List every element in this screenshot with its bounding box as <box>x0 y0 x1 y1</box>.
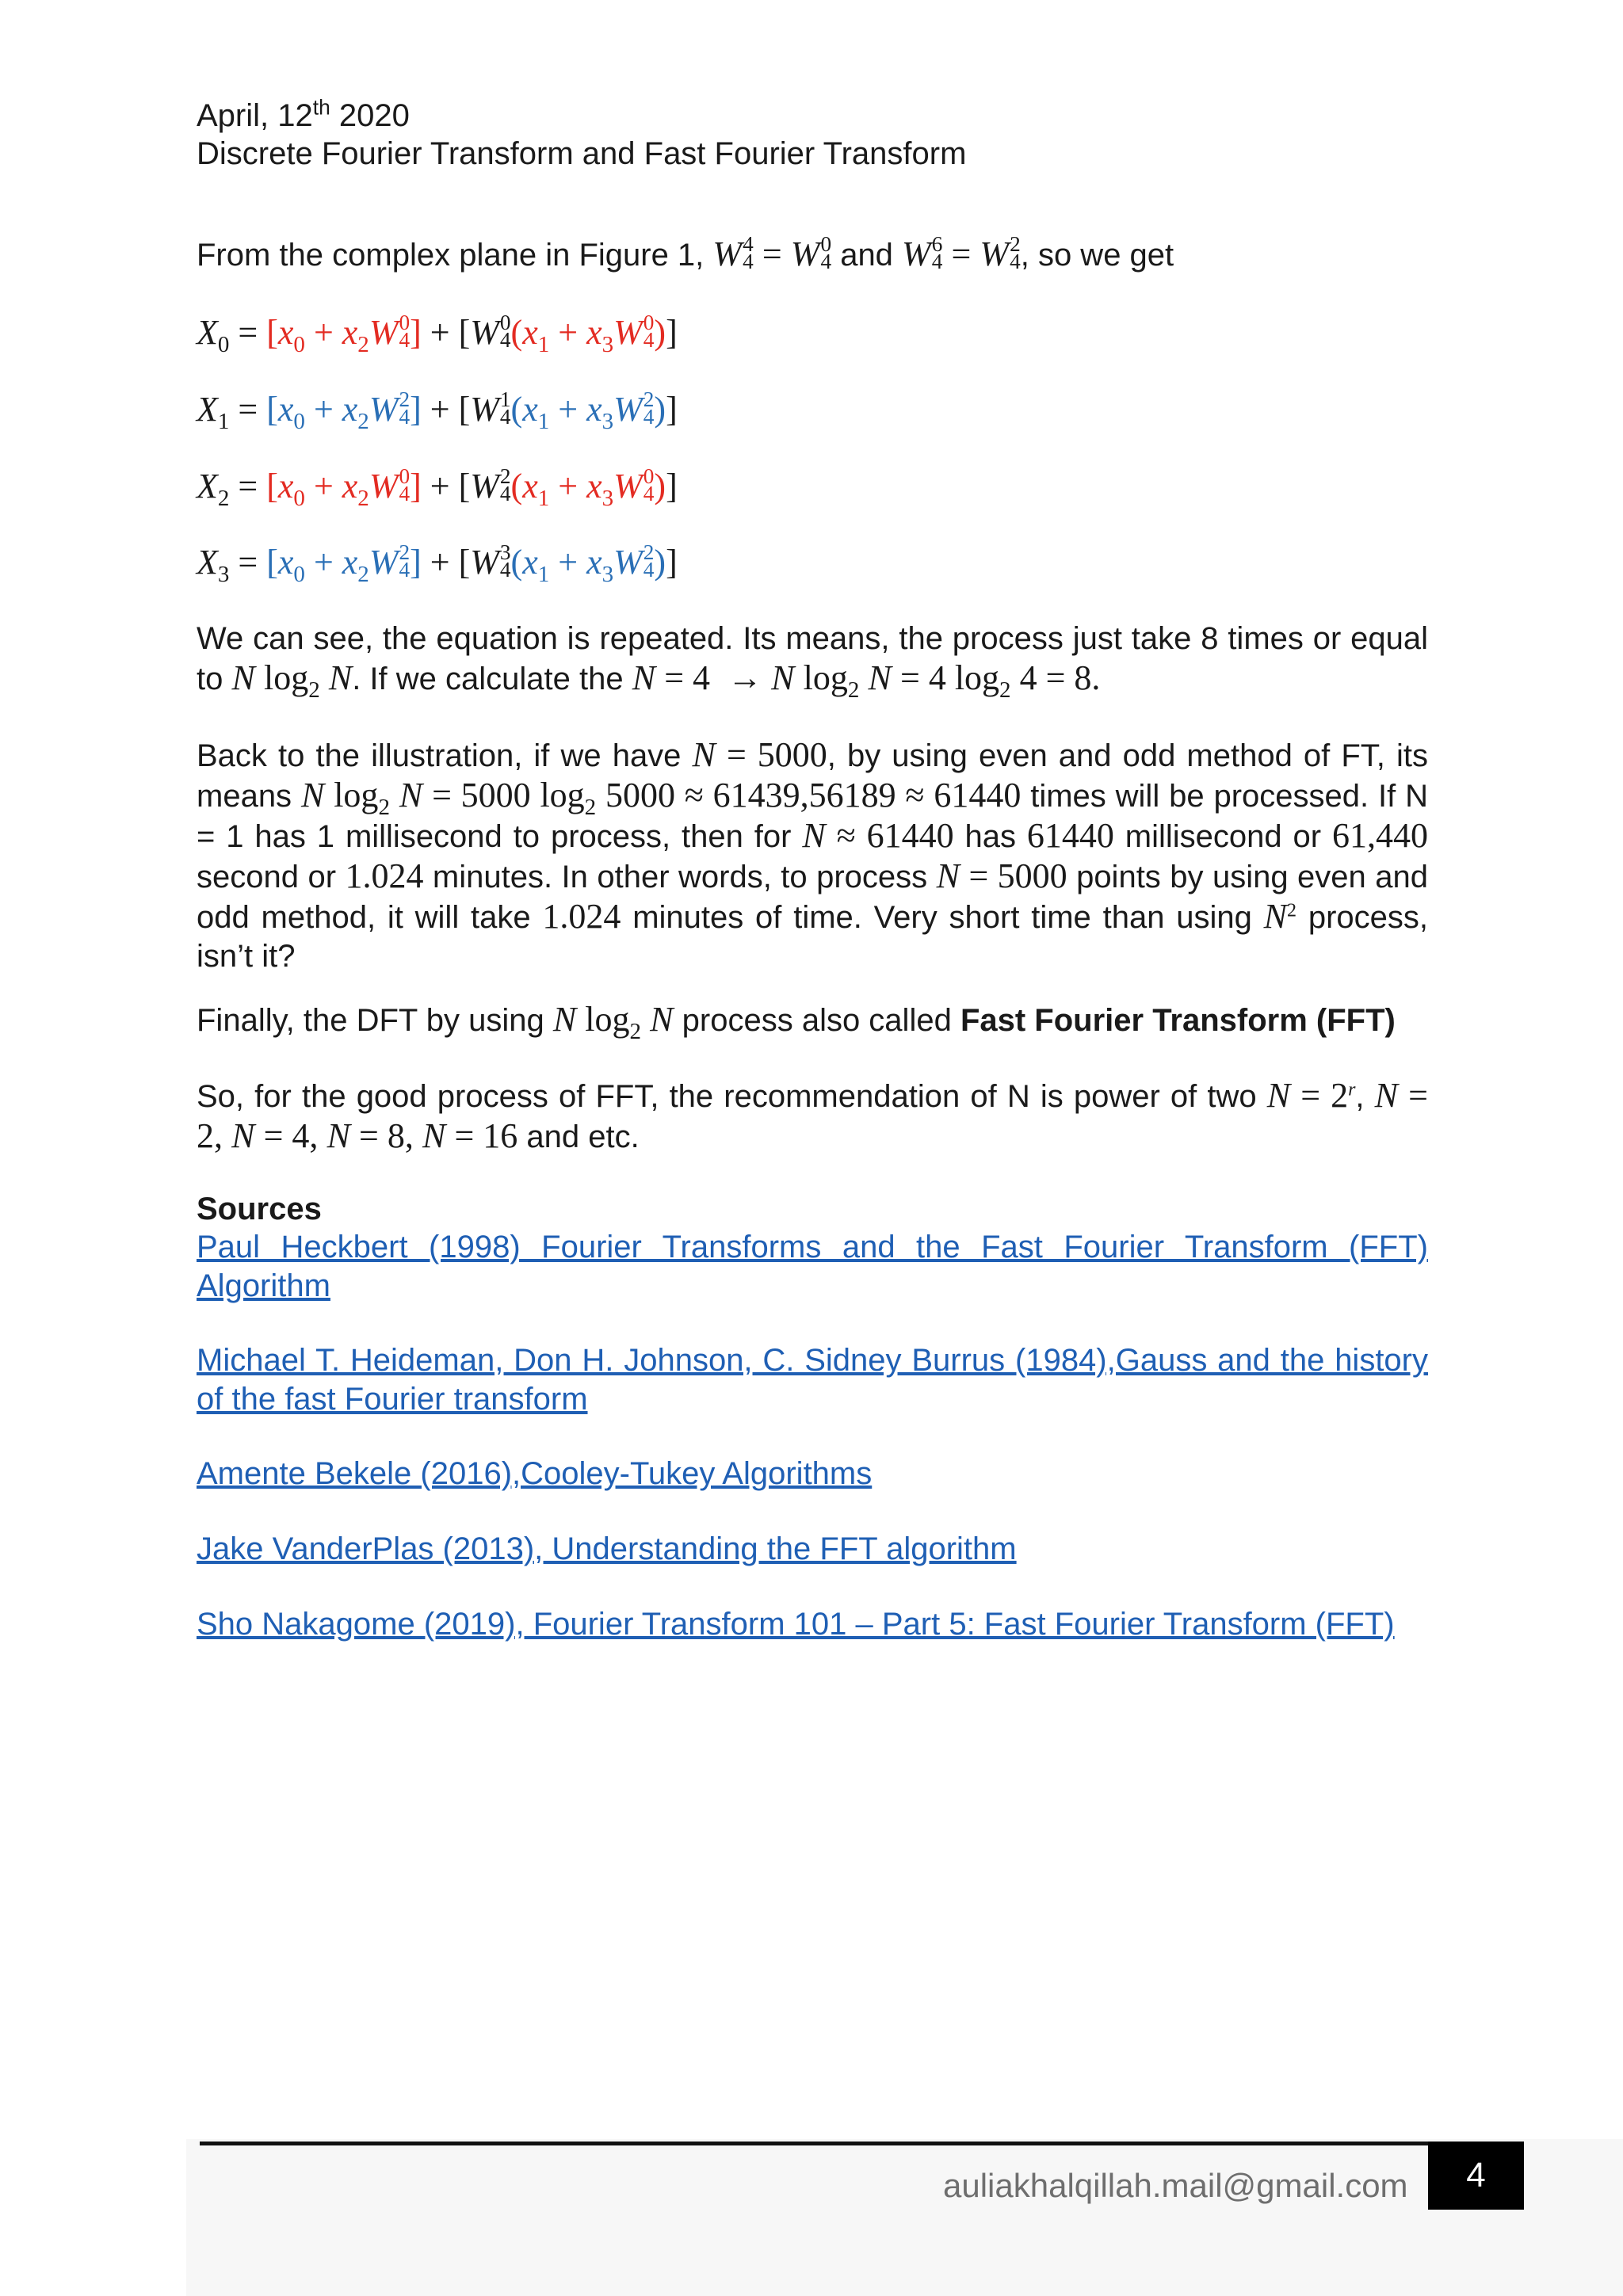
page-number: 4 <box>1428 2142 1524 2210</box>
paragraph-fft: Finally, the DFT by using N $\log_2 N$ process also called Fast Fourier Transform (FFT) <box>197 1000 1396 1044</box>
equation-x2: $X_2 = [x_0 + x_2W$ 0 4 ] + [W 2 4 ($x_1 + x_3W$ 0 4 )] <box>197 464 678 511</box>
header-title: Discrete Fourier Transform and Fast Fourier Transform <box>197 136 967 171</box>
equation-x1: $X_1 = [x_0 + x_2W$ 2 4 ] + [W 1 4 ($x_1 + x_3W$ 2 4 )] <box>197 387 678 434</box>
paragraph-power-of-two: So, for the good process of FFT, the recommendation of N is power of two $N = 2^r$, N = 2, N = 4, N = 8, N = 16 and etc. <box>197 1076 1428 1155</box>
sources-heading: Sources <box>197 1192 322 1226</box>
equation-x0: $X_0 = [x_0 + x_2W$ 0 4 ] + [W 0 4 ($x_1 + x_3W$ 0 4 )] <box>197 311 678 357</box>
footer-email: auliakhalqillah.mail@gmail.com <box>943 2167 1408 2204</box>
source-link-nakagome[interactable]: Sho Nakagome (2019), Fourier Transform 101 – Part 5: Fast Fourier Transform (FFT) <box>197 1607 1395 1642</box>
footer-band <box>186 2139 1623 2296</box>
footer-rule <box>200 2142 1433 2145</box>
source-link-heideman[interactable]: Michael T. Heideman, Don H. Johnson, C. Sidney Burrus (1984),Gauss and the history of the fast Fourier transform <box>197 1343 1428 1417</box>
paragraph-repeated: We can see, the equation is repeated. Its means, the process just take 8 times or equal to N $\log_2 N$. If we calculate the N = 4 → N $\log_2 N = 4$ $\log_2 4 = 8$. <box>197 621 1428 703</box>
source-link-bekele[interactable]: Amente Bekele (2016),Cooley-Tukey Algorithms <box>197 1456 873 1491</box>
header-date: April, 12th 2020 <box>197 95 410 133</box>
paragraph-illustration: Back to the illustration, if we have N = 5000, by using even and odd method of FT, its means N $\log_2 N = 5000$ $\log_2 5000 \approx 61439,56189 \approx 61440$ times will be processed. If N = 1 has 1 millisecond to process, then for N ≈ 61440 has 61440 millisecond or 61,440 second or 1.024 minutes. In other words, to process N = 5000 points by using even and odd method, it will take 1.024 minutes of time. Very short time than using $N^2$ process, isn’t it? <box>197 735 1429 974</box>
equation-x3: $X_3 = [x_0 + x_2W$ 2 4 ] + [W 3 4 ($x_1 + x_3W$ 2 4 )] <box>197 540 678 587</box>
source-link-heckbert[interactable]: Paul Heckbert (1998) Fourier Transforms and the Fast Fourier Transform (FFT) Algorithm <box>197 1230 1428 1303</box>
intro-line: From the complex plane in Figure 1, W 4 4 = W 0 4 and W 6 4 = W 2 4 , so we get <box>197 232 1174 274</box>
source-link-vanderplas[interactable]: Jake VanderPlas (2013), Understanding the FFT algorithm <box>197 1531 1017 1566</box>
